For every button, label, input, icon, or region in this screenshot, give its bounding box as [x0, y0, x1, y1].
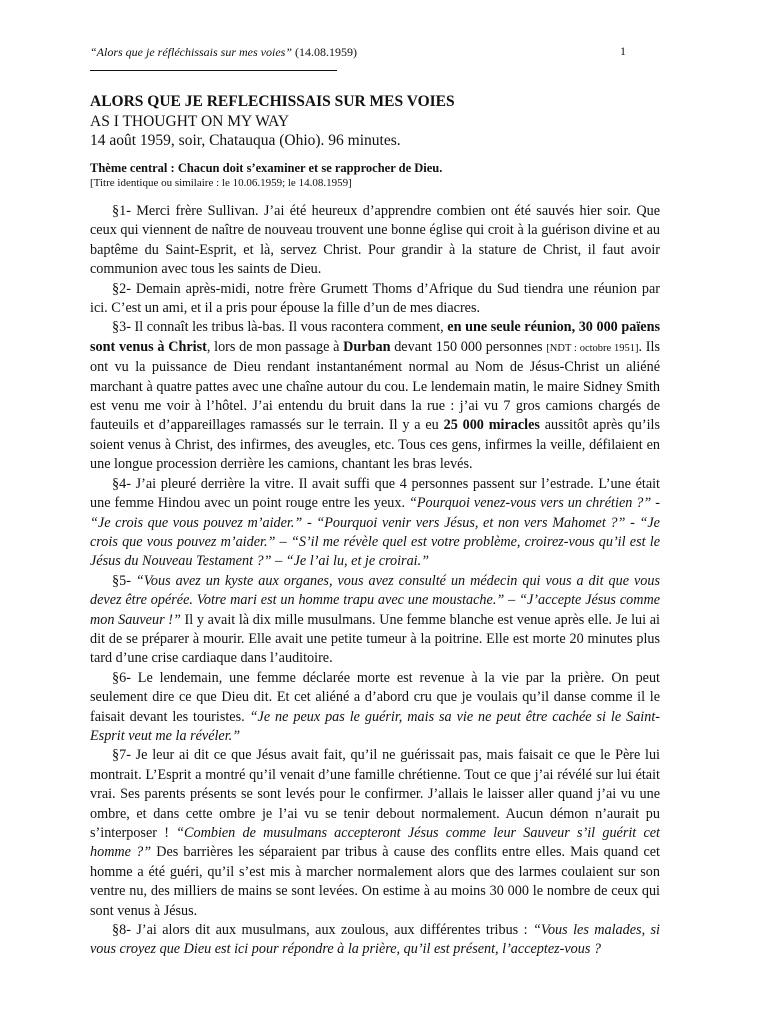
paragraph: [90, 202, 660, 280]
text-run: aussitôt après qu’ils soient venus à Christ, des infirmes, des aveugles, etc. Tous ces gens, infirmes la veille, défilaient en une longue procession derrière les camions, chantant les bras levés.: [90, 417, 660, 473]
bold-text: Durban: [343, 338, 391, 355]
italic-quote: “Pourquoi venez-vous vers un chrétien ?”: [408, 495, 652, 512]
running-header: [90, 44, 628, 60]
paragraph: [90, 280, 660, 319]
bold-text: 25 000 miracles: [443, 417, 540, 434]
text-run: –: [504, 592, 520, 609]
text-run: §6- Le lendemain, une femme déclarée morte est revenue à la vie par la prière. On peut seulement dire ce que Dieu dit. Et cet aliéné a d’abord cru que je voulais qu’il danse comme il le faisait devant les touristes.: [90, 669, 660, 725]
text-run: §1- Merci frère Sullivan. J’ai été heureux d’apprendre combien ont été sauvés hier soir. Que ceux qui viennent de naître de nouveau trouvent une bonne église qui croit à la guérison divine et au baptême du Saint-Esprit, et là, servez Christ. Pour grandir à la stature de Christ, il faut avoir communion avec tous les saints de Dieu.: [90, 203, 660, 278]
central-theme: Thème central : Chacun doit s’examiner et se rapprocher de Dieu.: [90, 161, 443, 175]
italic-quote: “S’il me révèle quel est votre problème, croirez-vous qu’il est le Jésus du Nouveau Testament ?”: [90, 533, 660, 570]
paragraph: [90, 475, 660, 572]
bold-text: en une seule réunion, 30 000 païens sont venus à Christ: [90, 319, 660, 355]
italic-quote: “Pourquoi venir vers Jésus, et non vers Mahomet ?”: [316, 514, 626, 531]
italic-quote: “Je crois que vous pouvez m’aider.”: [90, 514, 660, 550]
text-run: Il y avait là dix mille musulmans. Une femme blanche est venue après elle. Je lui ai dit de se préparer à mourir. Elle avait une petite tumeur à la poitrine. Elle est morte 20 minutes plus tard d’une crise cardiaque dans l’auditoire.: [90, 611, 660, 667]
text-run: §7- Je leur ai dit ce que Jésus avait fait, qu’il ne guérissait pas, mais faisait ce que le Père lui montrait. L’Esprit a montré qu’il venait d’une famille chrétienne. Tout ce que j’ai révélé sur lui était vrai. Ses parents présents se sont levés pour le confirmer. J’allais le laisser aller quand j’ai vu une ombre, et dans cette ombre je l’ai vu se tenir debout normalement. Aucun démon n’aurait pu s’interposer !: [90, 747, 660, 841]
italic-quote: “Vous avez un kyste aux organes, vous avez consulté un médecin qui vous a dit que vous devez être opérée. Votre mari est un homme trapu avec une moustache.”: [90, 572, 660, 609]
document-body: [90, 202, 660, 960]
italic-quote: “Vous les malades, si vous croyez que Dieu est ici pour répondre à la prière, qu’il est présent, l’acceptez-vous ?: [90, 922, 660, 958]
italic-quote: “Combien de musulmans accepteront Jésus comme leur Sauveur s’il guérit cet homme ?”: [90, 825, 660, 861]
sermon-meta: 14 août 1959, soir, Chatauqua (Ohio). 96 minutes.: [90, 132, 401, 149]
italic-quote: “Je crois que vous pouvez m’aider.”: [90, 514, 303, 531]
text-run: . Ils ont vu la puissance de Dieu rendant instantanément normal au Nom de Jésus-Christ un aliéné marchant à quatre pattes avec une chaîne autour du cou. Le lendemain matin, le maire Sidney Smith est venu me voir à l’hôtel. J’ai entendu du bruit dans la rue : j’ai vu 7 gros camions chargés de fauteuils et d’appareillages ramassés sur le terrain. Il y a eu: [90, 338, 660, 434]
running-date: (14.08.1959): [292, 45, 357, 59]
similar-titles: [Titre identique ou similaire : le 10.06.1959; le 14.08.1959]: [90, 177, 352, 189]
translator-note: [NDT : octobre 1951]: [546, 342, 639, 354]
italic-quote: “Je l’ai lu, et je croirai.”: [285, 553, 430, 570]
text-run: -: [625, 514, 640, 531]
text-run: §2- Demain après-midi, notre frère Grumett Thoms d’Afrique du Sud tiendra une réunion par ici. C’est un ami, et il a pris pour épouse la fille d’un de mes diacres.: [90, 280, 660, 317]
title-block: [90, 92, 690, 150]
text-run: , lors de mon passage à: [206, 338, 344, 355]
text-run: Des barrières les séparaient par tribus à cause des conflits entre elles. Mais quand cet homme a été guéri, qu’il s’est mis à marcher normalement alors que des larmes coulaient sur son ventre nu, des milliers de mains se sont levées. On estime à au moins 30 000 le nombre de ceux qui sont venus à Jésus.: [90, 844, 661, 919]
paragraph: [90, 669, 660, 747]
running-title: “Alors que je réfléchissais sur mes voies”: [90, 45, 292, 59]
text-run: §4- J’ai pleuré derrière la vitre. Il avait suffi que 4 personnes passent sur l’estrade. L’une était une femme Hindou avec un point rouge entre les yeux.: [90, 475, 660, 512]
text-run: -: [302, 514, 317, 531]
text-run: –: [271, 553, 286, 570]
paragraph: [90, 921, 660, 960]
paragraph: [90, 318, 660, 474]
english-title: AS I THOUGHT ON MY WAY: [90, 113, 290, 130]
page-number: 1: [620, 44, 626, 58]
paragraph: [90, 746, 660, 921]
text-run: –: [275, 533, 291, 550]
text-run: §5-: [112, 572, 136, 589]
theme-block: [90, 160, 690, 190]
header-rule: [90, 70, 337, 71]
text-run: §8- J’ai alors dit aux musulmans, aux zoulous, aux différentes tribus :: [112, 922, 533, 939]
text-run: devant 150 000 personnes: [390, 338, 547, 355]
italic-quote: “Je ne peux pas le guérir, mais sa vie ne peut être cachée si le Saint-Esprit veut me la révéler.”: [90, 708, 660, 744]
paragraph: [90, 572, 660, 669]
text-run: §3- Il connaît les tribus là-bas. Il vous racontera comment,: [112, 319, 448, 336]
italic-quote: “J’accepte Jésus comme mon Sauveur !”: [90, 592, 660, 628]
text-run: -: [651, 495, 660, 512]
document-title: ALORS QUE JE REFLECHISSAIS SUR MES VOIES: [90, 93, 455, 110]
